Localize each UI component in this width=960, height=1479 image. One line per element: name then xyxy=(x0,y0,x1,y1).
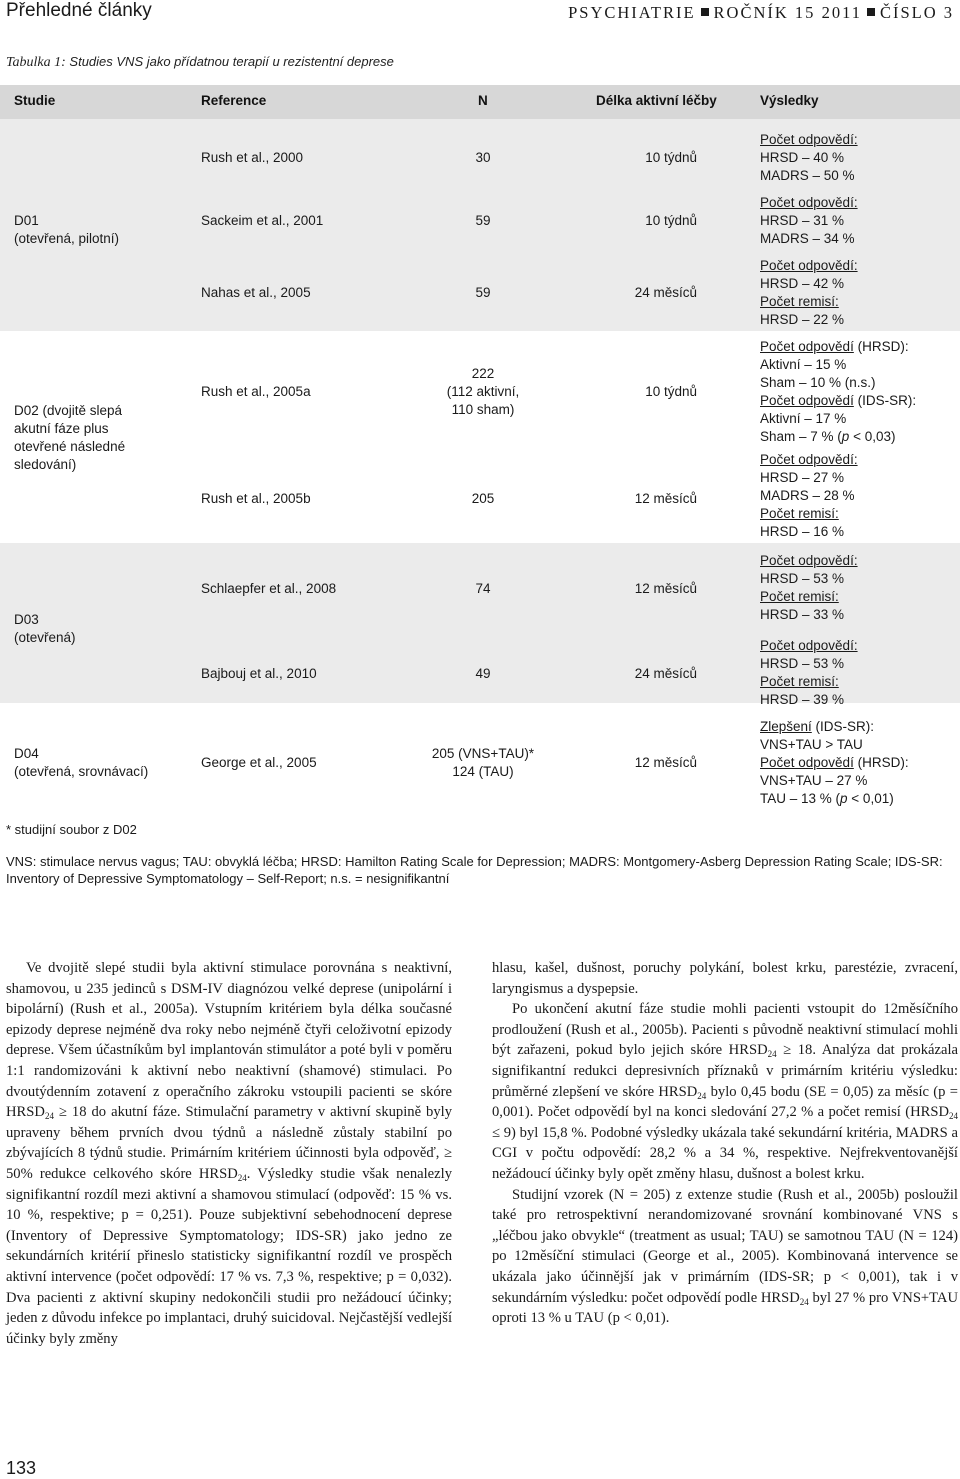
study-d03 xyxy=(14,611,76,647)
row-duration: 10 týdnů xyxy=(645,384,697,399)
running-header xyxy=(0,0,960,26)
section-title: Přehledné články xyxy=(6,0,152,21)
table-caption xyxy=(6,54,394,71)
row-results xyxy=(760,194,960,248)
n-detail: 124 (TAU) xyxy=(452,764,514,779)
result-scale: (IDS-SR): xyxy=(815,719,875,734)
result-heading: Počet odpovědí: xyxy=(760,132,858,147)
row-reference: Schlaepfer et al., 2008 xyxy=(201,581,337,596)
row-reference: Rush et al., 2005b xyxy=(201,491,311,506)
row-n: 49 xyxy=(475,666,491,681)
study-desc: (otevřená, srovnávací) xyxy=(14,764,149,779)
study-desc: otevřené následné xyxy=(14,439,126,454)
result-line: HRSD – 31 % xyxy=(760,213,845,228)
row-duration: 12 měsíců xyxy=(634,491,697,506)
result-line: HRSD – 39 % xyxy=(760,692,845,707)
row-reference: George et al., 2005 xyxy=(201,755,317,770)
result-line: VNS+TAU – 27 % xyxy=(760,773,868,788)
row-duration: 24 měsíců xyxy=(634,666,697,681)
result-heading: Počet odpovědí xyxy=(760,393,854,408)
row-n: 74 xyxy=(475,581,491,596)
study-name: D03 xyxy=(14,612,39,627)
page-number: 133 xyxy=(6,1458,37,1478)
table-abbreviations: VNS: stimulace nervus vagus; TAU: obvyklá léčba; HRSD: Hamilton Rating Scale for Depression; MADRS: Montgomery-Asberg Depression Rating Scale; IDS-SR: Inventory of Depressive Symptomatology – Self-Report; n.s. = nesignifikantní xyxy=(6,854,943,886)
paragraph: Ve dvojitě slepé studii byla aktivní stimulace porovnána s neaktivní, shamovou, u 235 jedinců s DSM-IV diagnózou velké deprese (unipolární i bipolární) (Rush et al., 2005a). Vstupním kritériem byla délka současné epizody deprese nejméně dva roky nebo nejméně čtyři celoživotní epizody deprese. Všem účastníkům byl implantován stimulátor a poté byli v poměru 1:1 randomizováni k aktivní nebo neaktivní (shamové) stimulaci. Po dvoutýdenním zotavení z operačního zákroku vstoupili pacienti se skóre $HRSD_{24} \ge 18$ do akutní fáze. Stimulační parametry v aktivní skupině byly upraveny během prvních dvou týdnů a následně zůstaly stabilní po zbývajících 8 týdnů studie. Primárním kritériem účinnosti byla odpověď, ≥ 50% redukce celkového skóre $HRSD_{24}$. Výsledky studie však nenalezly signifikantní rozdíl mezi aktivní a shamovou stimulací (odpověď: 15 % vs. 10 %, respektive; p = 0,251). Pouze subjektivní sebehodnocení deprese (Inventory of Depressive Symptomatology; IDS-SR) jako jedno ze sekundárních kritérií přineslo statisticky signifikantní rozdíl ve prospěch aktivní intervence (počet odpovědí: 17 % vs. 7,3 %, respektive; p = 0,032). Dva pacienti z aktivní skupiny nedokončili studii pro nežádoucí účinky; jeden z důvodu infekce po implantaci, druhý suicidoval. Nejčastější vedlejší účinky byly změny xyxy=(6,960,452,1347)
result-line: Sham – 10 % (n.s.) xyxy=(760,375,876,390)
result-line: MADRS – 28 % xyxy=(760,488,855,503)
row-reference: Bajbouj et al., 2010 xyxy=(201,666,317,681)
header-n: N xyxy=(478,93,488,108)
result-heading: Počet odpovědí: xyxy=(760,258,858,273)
row-results xyxy=(760,338,960,446)
result-line: TAU – 13 % (p < 0,01) xyxy=(760,791,894,806)
result-line: HRSD – 42 % xyxy=(760,276,845,291)
result-heading: Počet odpovědí xyxy=(760,755,854,770)
study-name: D04 xyxy=(14,746,39,761)
result-scale: (IDS-SR): xyxy=(857,393,917,408)
journal-issue: ČÍSLO 3 xyxy=(879,3,954,22)
result-line: HRSD – 40 % xyxy=(760,150,845,165)
result-line: HRSD – 53 % xyxy=(760,656,845,671)
journal-info xyxy=(568,3,954,23)
result-line: Aktivní – 17 % xyxy=(760,411,847,426)
row-reference: Nahas et al., 2005 xyxy=(201,285,311,300)
result-line: HRSD – 27 % xyxy=(760,470,845,485)
result-heading: Počet remisí: xyxy=(760,589,839,604)
row-duration: 10 týdnů xyxy=(645,150,697,165)
result-line: HRSD – 16 % xyxy=(760,524,845,539)
paragraph: Po ukončení akutní fáze studie mohli pacienti vstoupit do 12měsíčního prodloužení (Rush et al., 2005b). Pacienti s původně neaktivní stimulací mohli být zařazeni, pokud bylo jejich skóre $HRSD_{24} \ge 18$. Analýza dat prokázala signifikantní redukci depresivních příznaků v primárním kritériu výsledku: průměrné zlepšení ve skóre $HRSD_{24}$ bylo 0,45 bodu (SE = 0,05) za měsíc (p = 0,001). Počet odpovědí byl na konci sledování 27,2 % a počet remisí $(HRSD_{24} \le 9)$ byl 15,8 %. Podobné výsledky ukázala také sekundární kritéria, MADRS a CGI v počtu odpovědí: 28,2 % a 34 %, respektive. Nejfrekventovanější nežádoucí účinky byly opět změny hlasu, dušnost a bolest krku. xyxy=(492,1001,958,1182)
study-desc: akutní fáze plus xyxy=(14,421,109,436)
result-heading: Počet remisí: xyxy=(760,294,839,309)
journal-name: PSYCHIATRIE xyxy=(568,3,696,22)
row-n: 205 xyxy=(471,491,495,506)
result-line: Aktivní – 15 % xyxy=(760,357,847,372)
header-reference: Reference xyxy=(201,93,267,108)
result-line: HRSD – 22 % xyxy=(760,312,845,327)
result-line: Sham – 7 % (p < 0,03) xyxy=(760,429,896,444)
row-reference: Sackeim et al., 2001 xyxy=(201,213,324,228)
row-reference: Rush et al., 2005a xyxy=(201,384,311,399)
row-results xyxy=(760,637,960,709)
result-line: HRSD – 53 % xyxy=(760,571,845,586)
result-heading: Zlepšení xyxy=(760,719,812,734)
row-duration: 12 měsíců xyxy=(634,581,697,596)
row-n: 59 xyxy=(475,213,491,228)
paragraph: Studijní vzorek (N = 205) z extenze studie (Rush et al., 2005b) posloužil také pro retrospektivní nerandomizované srovnání kombinované VNS s „léčbou jako obvykle“ (treatment as usual; TAU) se samotnou TAU (N = 124) po 12měsíční stimulaci (George et al., 2005). Kombinovaná intervence se ukázala jako účinnější jak v primárním (IDS-SR; p < 0,001), tak i v sekundárním výsledku: počet odpovědí podle $HRSD_{24}$ byl 27 % pro VNS+TAU oproti 13 % u TAU (p < 0,01). xyxy=(492,1186,958,1327)
header-studie: Studie xyxy=(14,93,56,108)
row-results xyxy=(760,131,960,185)
study-desc: (otevřená) xyxy=(14,630,76,645)
result-line: VNS+TAU > TAU xyxy=(760,737,863,752)
result-heading: Počet odpovědí: xyxy=(760,452,858,467)
result-heading: Počet odpovědí: xyxy=(760,195,858,210)
table-caption-label: Tabulka 1: xyxy=(6,55,66,70)
result-heading: Počet remisí: xyxy=(760,674,839,689)
result-heading-line xyxy=(760,754,960,772)
row-results xyxy=(760,451,960,541)
body-column-left xyxy=(6,958,452,1349)
study-d04 xyxy=(14,745,148,781)
row-n: 59 xyxy=(475,285,491,300)
table-caption-title: Studies VNS jako přídatnou terapií u rezistentní deprese xyxy=(69,54,394,69)
n-value: 205 (VNS+TAU)* xyxy=(431,746,535,761)
study-desc: (otevřená, pilotní) xyxy=(14,231,120,246)
study-desc: sledování) xyxy=(14,457,77,472)
study-name: D02 (dvojitě slepá xyxy=(14,403,123,418)
header-duration: Délka aktivní léčby xyxy=(596,93,717,108)
result-line: HRSD – 33 % xyxy=(760,607,845,622)
paragraph: hlasu, kašel, dušnost, poruchy polykání, bolest krku, parestézie, zvracení, laryngismus a dyspepsie. xyxy=(492,960,958,997)
result-line: MADRS – 50 % xyxy=(760,168,855,183)
row-duration: 12 měsíců xyxy=(634,755,697,770)
result-heading: Počet odpovědí xyxy=(760,339,854,354)
journal-year: 2011 xyxy=(821,3,862,22)
table-header-row xyxy=(0,85,960,119)
n-detail: (112 aktivní, xyxy=(446,384,520,399)
row-reference: Rush et al., 2000 xyxy=(201,150,304,165)
result-heading-line xyxy=(760,392,960,410)
row-results xyxy=(760,552,960,624)
result-heading: Počet odpovědí: xyxy=(760,638,858,653)
row-results xyxy=(760,718,960,808)
result-heading-line xyxy=(760,718,960,736)
result-line: MADRS – 34 % xyxy=(760,231,855,246)
result-scale: (HRSD): xyxy=(857,339,909,354)
row-duration: 10 týdnů xyxy=(645,213,697,228)
square-separator-icon xyxy=(701,8,709,16)
row-results xyxy=(760,257,960,329)
body-column-right xyxy=(492,958,958,1329)
row-n: 30 xyxy=(475,150,491,165)
row-duration: 24 měsíců xyxy=(634,285,697,300)
n-detail: 110 sham) xyxy=(451,402,515,417)
header-results: Výsledky xyxy=(760,93,819,108)
n-value: 222 xyxy=(471,366,495,381)
journal-volume: ROČNÍK 15 xyxy=(713,3,816,22)
result-heading-line xyxy=(760,338,960,356)
study-d01 xyxy=(14,212,119,248)
result-heading: Počet odpovědí: xyxy=(760,553,858,568)
square-separator-icon xyxy=(867,8,875,16)
table-footnote: * studijní soubor z D02 xyxy=(6,822,137,837)
study-d02 xyxy=(14,402,125,474)
result-heading: Počet remisí: xyxy=(760,506,839,521)
result-scale: (HRSD): xyxy=(857,755,909,770)
studies-table xyxy=(0,85,960,811)
study-name: D01 xyxy=(14,213,39,228)
